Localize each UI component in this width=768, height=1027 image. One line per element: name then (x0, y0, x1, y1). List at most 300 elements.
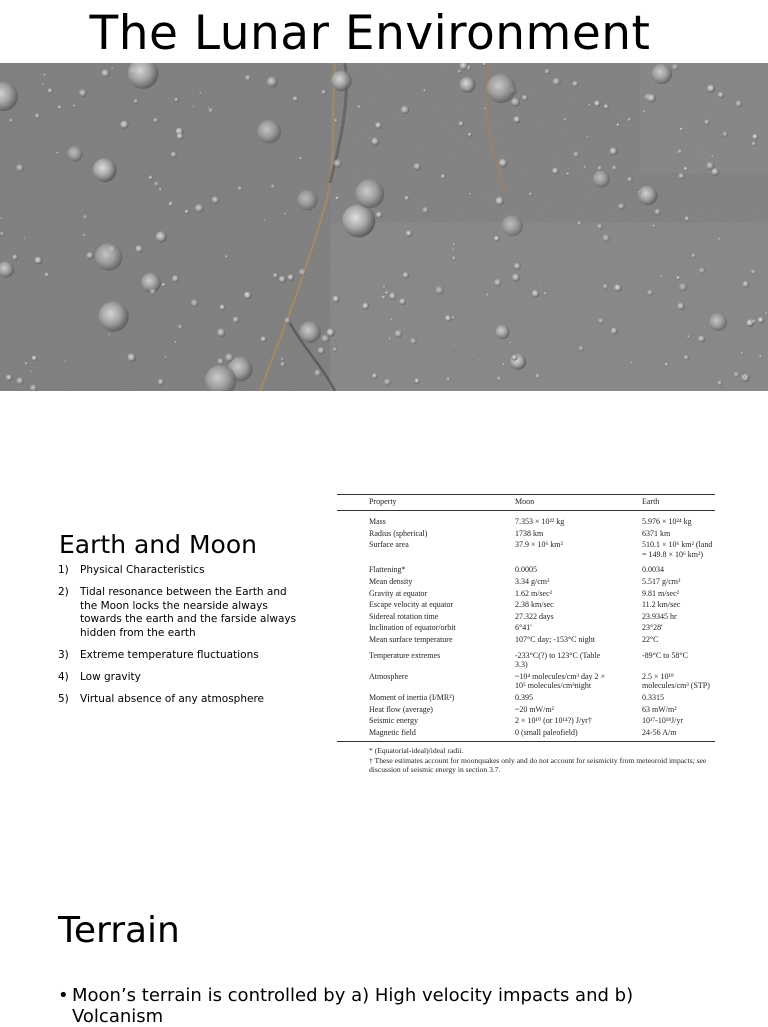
crater-mark (67, 146, 83, 162)
table-cell: Gravity at equator (369, 588, 428, 598)
crater-mark (522, 95, 528, 101)
crater-mark (610, 147, 618, 155)
table-cell: -89°C to 58°C (641, 650, 688, 660)
crater-mark (16, 377, 24, 385)
crater-mark (586, 136, 589, 139)
crater-mark (647, 290, 653, 296)
crater-mark (43, 73, 46, 76)
crater-mark (741, 351, 745, 355)
table-cell: 2.5 × 10¹⁹ molecules/cm³ (STP) (641, 671, 710, 691)
crater-mark (535, 374, 540, 379)
crater-mark (684, 355, 690, 361)
crater-mark (572, 81, 578, 87)
crater-mark (321, 90, 326, 95)
table-cell: Moment of inertia (I/MR²) (369, 692, 455, 702)
crater-mark (652, 64, 672, 84)
table-row (337, 588, 715, 600)
table-row (337, 692, 715, 704)
crater-mark (588, 104, 590, 106)
crater-mark (752, 319, 757, 324)
crater-mark (735, 100, 742, 107)
table-row (337, 539, 715, 560)
crater-mark (584, 166, 587, 169)
crater-mark (267, 77, 278, 88)
list-item: 4) Low gravity (58, 670, 141, 683)
crater-mark (452, 256, 456, 260)
crater-mark (544, 292, 548, 296)
crater-mark (579, 346, 584, 351)
crater-mark (510, 342, 512, 344)
crater-mark (342, 204, 375, 237)
crater-mark (573, 151, 579, 157)
crater-mark (718, 92, 725, 99)
crater-mark (553, 78, 561, 86)
crater-mark (9, 118, 13, 122)
table-cell: 23.9345 hr (641, 611, 677, 621)
crater-mark (293, 96, 298, 101)
crater-mark (685, 216, 690, 221)
list-item: 2) Tidal resonance between the Earth and the Moon locks the nearside always towards the earth and the farside always hidden from the earth (58, 586, 297, 639)
table-cell: 5.517 g/cm³ (641, 576, 681, 586)
crater-mark (647, 94, 656, 103)
crater-mark (618, 203, 624, 209)
crater-mark (612, 165, 617, 170)
crater-mark (127, 353, 136, 362)
crater-mark (390, 318, 393, 321)
table-footnote: † These estimates account for moonquakes only and do not account for seismicity from meteoroid impacts; see discussion of seismic energy in section 3.7. (369, 755, 707, 775)
table-cell: Flattening* (369, 565, 406, 575)
crater-mark (257, 120, 281, 144)
table-cell: Sidereal rotation time (369, 611, 439, 621)
table-cell: 22°C (641, 634, 659, 644)
table-cell: 27.322 days (515, 611, 554, 621)
crater-mark (99, 302, 129, 332)
table-cell: 6°41' (515, 623, 532, 633)
crater-mark (502, 363, 505, 366)
crater-mark (355, 179, 384, 208)
table-cell: Mean surface temperature (369, 634, 453, 644)
table-cell: 6371 km (641, 528, 671, 538)
crater-mark (627, 118, 631, 122)
crater-mark (42, 83, 45, 86)
table-row (337, 646, 715, 671)
crater-mark (441, 174, 446, 179)
table-cell: 10¹⁷-10¹⁸J/yr (641, 716, 684, 726)
crater-mark (680, 127, 684, 131)
list-item: 3) Extreme temperature fluctuations (58, 648, 259, 661)
crater-mark (638, 191, 641, 194)
crater-mark (16, 164, 24, 172)
crater-mark (299, 322, 321, 344)
crater-mark (279, 276, 286, 283)
crater-mark (643, 110, 646, 113)
table-cell: 5.976 × 10²⁴ kg (641, 517, 692, 526)
table-row (337, 599, 715, 611)
crater-mark (321, 334, 329, 342)
crater-mark (12, 254, 18, 260)
table-cell: 2 × 10¹⁰ (or 10¹⁴?) J/yr† (515, 716, 592, 726)
table-row (337, 576, 715, 588)
crater-mark (314, 370, 321, 377)
crater-mark (602, 234, 610, 242)
crater-mark (709, 313, 727, 331)
table-cell: Escape velocity at equator (369, 600, 454, 610)
crater-mark (199, 92, 202, 95)
crater-mark (452, 248, 455, 251)
crater-mark (175, 98, 179, 102)
crater-mark (665, 363, 669, 367)
crater-mark (220, 305, 226, 311)
table-row (337, 511, 715, 528)
table-cell: 24-56 A/m (610, 727, 715, 742)
crater-mark (752, 134, 758, 140)
crater-mark (404, 196, 409, 201)
crater-mark (453, 244, 456, 247)
crater-mark (514, 263, 521, 270)
crater-mark (486, 293, 489, 296)
crater-mark (95, 243, 123, 271)
crater-mark (597, 166, 602, 171)
crater-mark (165, 356, 167, 358)
crater-mark (453, 344, 455, 346)
crater-mark (299, 269, 306, 276)
table-cell: 107°C day; -153°C night (515, 634, 595, 644)
table-cell: Heat flow (average) (369, 704, 433, 714)
crater-mark (212, 196, 220, 204)
crater-mark (371, 138, 379, 146)
table-cell: Temperature extremes (369, 650, 441, 660)
crater-mark (698, 335, 705, 342)
table-cell: Radius (spherical) (369, 528, 428, 538)
crater-mark (0, 217, 2, 219)
table-cell: 63 mW/m² (641, 704, 677, 714)
crater-mark (566, 172, 569, 175)
crater-mark (109, 334, 111, 336)
crater-mark (362, 131, 364, 133)
table-cell: Mass (369, 517, 386, 526)
crater-mark (285, 318, 291, 324)
crater-mark (73, 105, 76, 108)
crater-mark (375, 122, 382, 129)
crater-mark (487, 74, 516, 103)
table-row (337, 560, 715, 576)
crater-mark (384, 379, 391, 386)
crater-mark (758, 317, 765, 324)
crater-mark (238, 186, 243, 191)
crater-mark (369, 138, 371, 140)
crater-mark (284, 213, 287, 216)
crater-mark (154, 181, 159, 186)
crater-mark (598, 318, 604, 324)
crater-mark (65, 361, 67, 363)
lunar-surface-image (0, 63, 768, 391)
crater-mark (191, 299, 199, 307)
crater-mark (678, 149, 683, 154)
table-row (337, 528, 715, 540)
crater-mark (718, 238, 721, 241)
crater-mark (403, 272, 410, 279)
crater-mark (494, 279, 502, 287)
crater-mark (153, 118, 158, 123)
crater-mark (672, 64, 679, 71)
crater-mark (264, 219, 266, 221)
crater-mark (459, 121, 464, 126)
list-item: 5) Virtual absence of any atmosphere (58, 692, 265, 705)
table-cell: 2.38 km/sec (515, 600, 554, 610)
crater-mark (497, 376, 502, 381)
table-cell: 23°28' (641, 623, 663, 633)
crater-mark (514, 116, 521, 123)
bullet-icon: • (58, 985, 69, 1006)
crater-mark (172, 275, 179, 282)
column-header: Moon (483, 495, 610, 511)
crater-mark (120, 121, 128, 129)
crater-mark (741, 374, 749, 382)
crater-mark (297, 190, 317, 210)
crater-mark (723, 132, 728, 137)
crater-mark (382, 295, 386, 299)
crater-mark (273, 273, 278, 278)
crater-mark (93, 158, 117, 182)
crater-mark (159, 188, 162, 191)
crater-mark (30, 371, 32, 373)
crater-mark (175, 341, 177, 343)
crater-mark (225, 353, 234, 362)
section-heading-earth-moon: Earth and Moon (59, 530, 257, 559)
crater-mark (48, 88, 53, 93)
crater-mark (423, 89, 426, 92)
crater-mark (594, 100, 601, 107)
table-row (337, 671, 715, 692)
bullet-item (58, 985, 718, 1027)
crater-mark (751, 269, 756, 274)
table-cell: 1.62 m/sec² (515, 588, 553, 598)
table-cell: Surface area (369, 540, 409, 550)
crater-mark (334, 119, 337, 122)
crater-mark (333, 347, 337, 351)
crater-mark (676, 276, 680, 280)
crater-mark (446, 377, 451, 382)
crater-mark (734, 372, 740, 378)
crater-mark (691, 253, 696, 258)
crater-mark (171, 152, 177, 158)
crater-mark (288, 274, 295, 281)
crater-mark (410, 338, 417, 345)
crater-mark (24, 237, 26, 239)
table-cell: 0 (small paleofield) (483, 727, 610, 742)
crater-mark (604, 104, 609, 109)
column-header: Earth (610, 495, 715, 511)
crater-mark (679, 283, 687, 291)
table-row (337, 634, 715, 646)
crater-mark (484, 108, 486, 110)
table-cell: -233°C(?) to 123°C (Table 3.3) (515, 650, 601, 670)
crater-mark (383, 285, 386, 288)
crater-mark (711, 155, 714, 158)
table-footnote: * (Equatorial-ideal)/ideal radii. (369, 746, 464, 756)
crater-mark (281, 358, 285, 362)
crater-mark (577, 221, 582, 226)
crater-mark (616, 123, 620, 127)
table-row (337, 704, 715, 716)
crater-mark (35, 257, 43, 265)
crater-mark (162, 283, 166, 287)
crater-mark (413, 163, 421, 171)
crater-mark (156, 231, 167, 242)
list-item: 1) Physical Characteristics (58, 564, 205, 576)
crater-mark (111, 67, 113, 69)
crater-mark (502, 215, 523, 236)
crater-mark (704, 326, 706, 328)
crater-mark (435, 286, 444, 295)
crater-mark (32, 355, 38, 361)
crater-mark (499, 159, 508, 168)
table-cell: 0.3315 (641, 692, 664, 702)
crater-mark (233, 317, 239, 323)
crater-mark (56, 152, 59, 155)
crater-mark (389, 338, 392, 341)
crater-mark (299, 157, 302, 160)
table-header-row (337, 495, 715, 511)
crater-mark (603, 284, 608, 289)
crater-mark (652, 224, 656, 228)
crater-mark (177, 133, 183, 139)
crater-mark (101, 69, 109, 77)
crater-mark (261, 336, 267, 342)
crater-mark (630, 361, 633, 364)
crater-mark (79, 89, 87, 97)
crater-mark (35, 113, 40, 118)
table-cell: Inclination of equator/orbit (369, 623, 456, 633)
table-cell: 0.395 (515, 692, 533, 702)
table-cell: Atmosphere (369, 671, 409, 681)
crater-mark (336, 196, 340, 200)
crater-mark (552, 168, 559, 175)
crater-mark (457, 69, 461, 73)
characteristics-list (58, 564, 303, 715)
crater-mark (468, 133, 472, 137)
table-cell: ~10⁴ molecules/cm³ day 2 × 10⁵ molecules/cm³night (515, 671, 606, 691)
table-cell: 1738 km (515, 528, 544, 538)
crater-mark (564, 118, 567, 121)
crater-mark (495, 325, 509, 339)
crater-mark (511, 98, 520, 107)
crater-mark (759, 355, 762, 358)
crater-mark (494, 236, 500, 242)
crater-mark (362, 303, 369, 310)
table-cell: 11.2 km/sec (641, 600, 681, 610)
crater-mark (704, 119, 709, 124)
crater-mark (331, 71, 352, 92)
crater-mark (699, 267, 706, 274)
crater-mark (44, 272, 49, 277)
crater-mark (395, 330, 403, 338)
crater-mark (169, 202, 174, 207)
bullet-text: Moon’s terrain is controlled by a) High velocity impacts and b) Volcanism (72, 985, 634, 1027)
crater-mark (271, 184, 275, 188)
crater-mark (401, 106, 409, 114)
slide-title: The Lunar Environment (89, 6, 651, 61)
crater-mark (376, 212, 383, 219)
table-row (337, 727, 715, 742)
crater-mark (512, 273, 520, 281)
crater-mark (512, 355, 518, 361)
crater-mark (399, 298, 406, 305)
crater-mark (135, 245, 143, 253)
crater-mark (86, 252, 93, 259)
crater-mark (185, 210, 189, 214)
crater-mark (372, 373, 378, 379)
table-cell: 7.353 × 10²² kg (515, 517, 565, 526)
crater-mark (614, 284, 622, 292)
crater-mark (6, 374, 13, 381)
table-row (337, 622, 715, 634)
crater-mark (406, 230, 413, 237)
crater-mark (460, 77, 476, 93)
table-cell: 9.81 m/sec² (641, 588, 680, 598)
crater-mark (711, 168, 719, 176)
crater-mark (195, 204, 204, 213)
crater-mark (678, 173, 684, 179)
crater-mark (469, 193, 472, 196)
table-cell: 510.1 × 10⁶ km² (land = 149.8 × 10⁶ km²) (641, 540, 713, 559)
properties-table (337, 494, 715, 775)
crater-mark (654, 209, 661, 216)
section-heading-terrain: Terrain (58, 910, 180, 951)
crater-mark (149, 175, 153, 179)
crater-mark (333, 296, 340, 303)
crater-mark (178, 324, 183, 329)
crater-mark (532, 290, 540, 298)
crater-mark (687, 335, 690, 338)
crater-mark (701, 151, 703, 153)
crater-mark (660, 275, 663, 278)
crater-mark (684, 167, 689, 172)
crater-mark (225, 255, 228, 258)
table-cell: Magnetic field (337, 727, 483, 742)
crater-mark (707, 85, 715, 93)
table-row (337, 611, 715, 623)
crater-mark (389, 293, 396, 300)
crater-mark (134, 99, 139, 104)
crater-mark (495, 197, 504, 206)
table-cell: ~20 mW/m² (515, 704, 554, 714)
table-cell: 37.9 × 10⁶ km² (515, 540, 563, 550)
crater-mark (414, 378, 420, 384)
crater-mark (451, 316, 455, 320)
crater-mark (150, 288, 157, 295)
crater-mark (58, 105, 62, 109)
crater-mark (611, 327, 618, 334)
crater-mark (192, 106, 194, 108)
crater-mark (743, 376, 745, 378)
column-header: Property (337, 495, 483, 511)
crater-mark (638, 186, 658, 206)
table-cell: 0.0034 (641, 565, 664, 575)
crater-mark (545, 69, 550, 74)
crater-mark (540, 285, 542, 287)
crater-mark (334, 159, 342, 167)
table-cell: Mean density (369, 576, 413, 586)
crater-mark (422, 207, 429, 214)
crater-mark (280, 362, 285, 367)
table-row (337, 715, 715, 727)
crater-mark (597, 224, 603, 230)
crater-mark (24, 362, 28, 366)
crater-mark (0, 232, 5, 237)
crater-mark (529, 192, 533, 196)
crater-mark (217, 328, 226, 337)
